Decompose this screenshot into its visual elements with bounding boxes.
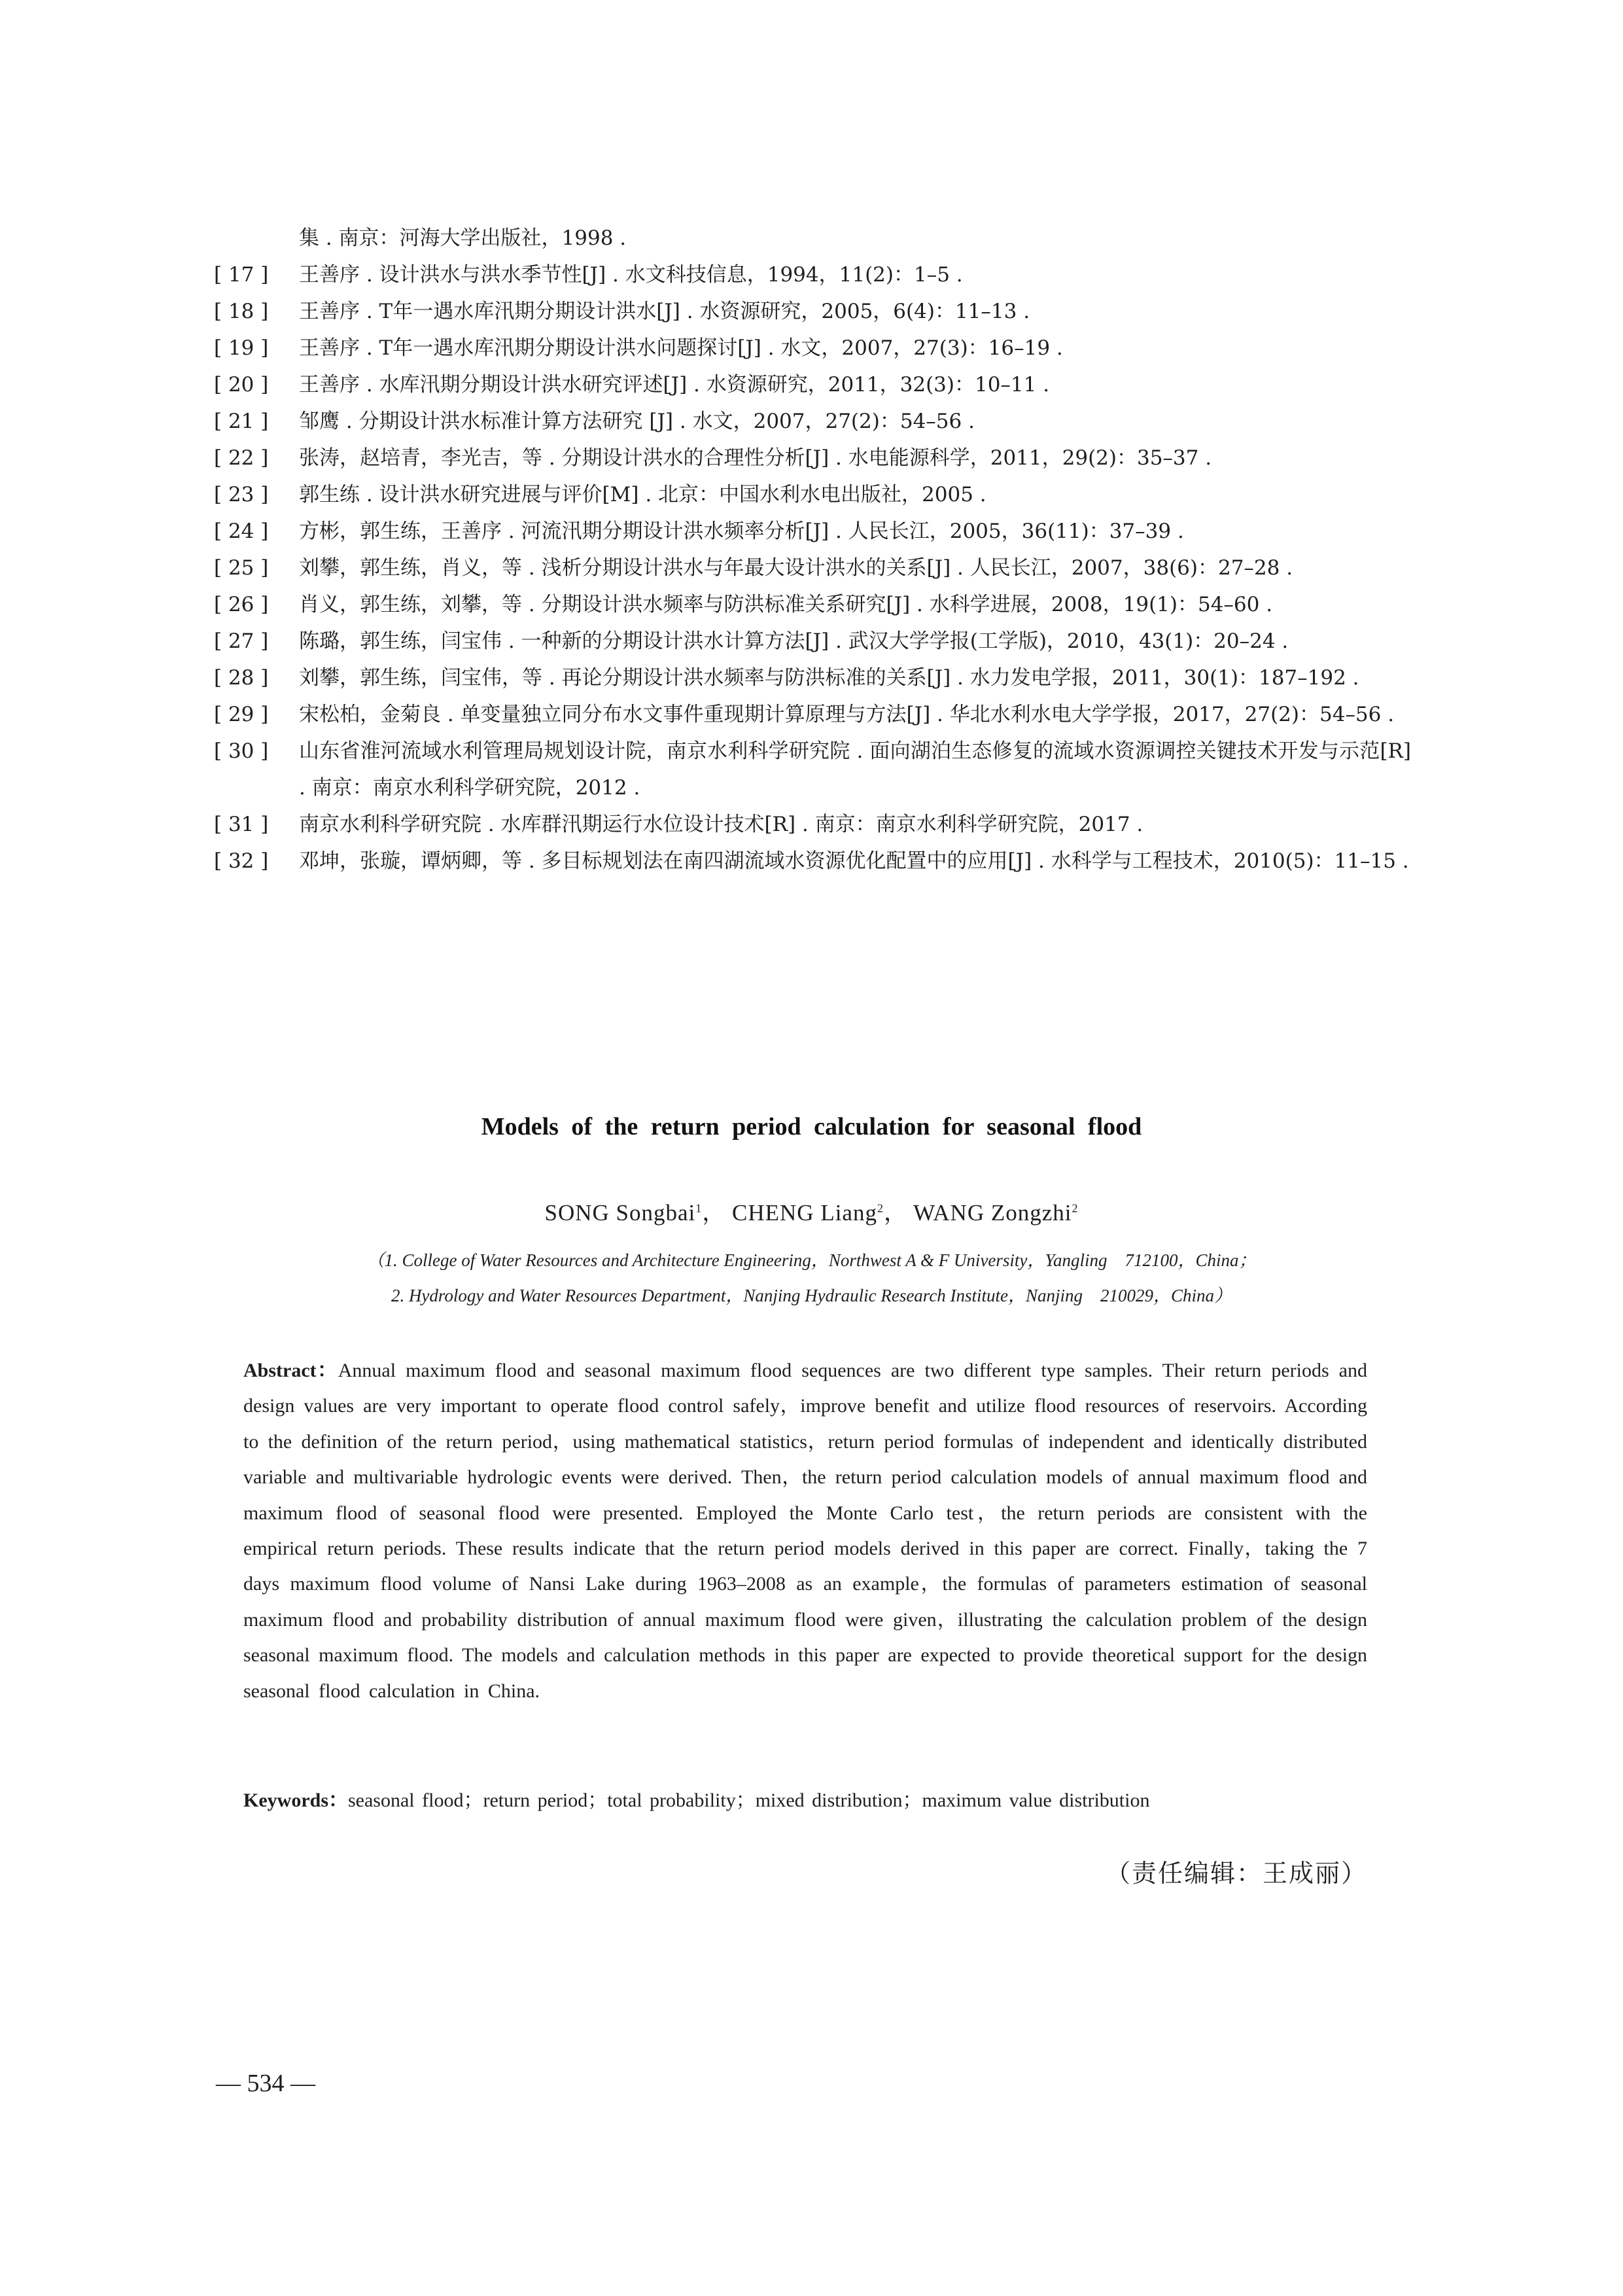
reference-text: 张涛，赵培青，李光吉，等 . 分期设计洪水的合理性分析[J] . 水电能源科学，2011，29(2)：35–37 . — [299, 446, 1212, 470]
reference-number: [ 24 ] — [214, 520, 269, 543]
reference-number: [ 17 ] — [214, 263, 269, 287]
author-name: CHENG Liang — [732, 1200, 877, 1226]
author-name: WANG Zongzhi — [913, 1200, 1072, 1226]
reference-number: [ 18 ] — [214, 300, 269, 323]
reference-item — [214, 440, 1411, 476]
keywords-text: seasonal flood；return period；total probability；mixed distribution；maximum value distribution — [348, 1790, 1150, 1811]
reference-items — [214, 256, 1411, 879]
reference-item — [214, 660, 1411, 696]
reference-item — [214, 256, 1411, 293]
reference-item — [214, 330, 1411, 366]
reference-item — [214, 513, 1411, 550]
reference-number: [ 28 ] — [214, 666, 269, 690]
reference-text: 山东省淮河流域水利管理局规划设计院，南京水利科学研究院 . 面向湖泊生态修复的流域水资源调控关键技术开发与示范[R] . 南京：南京水利科学研究院，2012 . — [299, 739, 1411, 800]
reference-text: 肖义，郭生练，刘攀，等 . 分期设计洪水频率与防洪标准关系研究[J] . 水科学进展，2008，19(1)：54–60 . — [299, 593, 1273, 616]
reference-number: [ 26 ] — [214, 593, 269, 616]
reference-number: [ 29 ] — [214, 703, 269, 726]
reference-item — [214, 733, 1411, 806]
reference-text: 郭生练 . 设计洪水研究进展与评价[M] . 北京：中国水利水电出版社，2005 . — [299, 483, 986, 506]
reference-item — [214, 550, 1411, 586]
reference-number: [ 31 ] — [214, 813, 269, 836]
page-number: — 534 — — [216, 2070, 315, 2097]
keywords-label: Keywords： — [243, 1790, 348, 1811]
reference-text: 王善序 . 设计洪水与洪水季节性[J] . 水文科技信息，1994，11(2)：1–5 . — [299, 263, 963, 287]
reference-list — [214, 220, 1411, 879]
reference-number: [ 32 ] — [214, 849, 269, 873]
editor-note: （责任编辑：王成丽） — [1106, 1859, 1368, 1888]
reference-text: 刘攀，郭生练，闫宝伟，等 . 再论分期设计洪水频率与防洪标准的关系[J] . 水力发电学报，2011，30(1)：187–192 . — [299, 666, 1359, 690]
reference-text: 方彬，郭生练，王善序 . 河流汛期分期设计洪水频率分析[J] . 人民长江，2005，36(11)：37–39 . — [299, 520, 1184, 543]
reference-item — [214, 403, 1411, 440]
author-affiliation-mark: 2 — [877, 1201, 884, 1215]
reference-text: 刘攀，郭生练，肖义，等 . 浅析分期设计洪水与年最大设计洪水的关系[J] . 人民长江，2007，38(6)：27–28 . — [299, 556, 1293, 580]
author-separator: ， — [883, 1200, 907, 1226]
reference-item — [214, 586, 1411, 623]
english-title: Models of the return period calculation for seasonal flood — [481, 1113, 1142, 1140]
abstract-text: Annual maximum flood and seasonal maximum flood sequences are two different type samples. Their return periods and design values are very important to operate flood control safely，improve benefit and utilize flood resources of reservoirs. According to the definition of the return period，using mathematical statistics，return period formulas of independent and identically distributed variable and multivariable hydrologic events were derived. Then，the return period calculation models of annual maximum flood and maximum flood of seasonal flood were presented. Employed the Monte Carlo test，the return periods are consistent with the empirical return periods. These results indicate that the return period models derived in this paper are correct. Finally，taking the 7 days maximum flood volume of Nansi Lake during 1963–2008 as an example，the formulas of parameters estimation of seasonal maximum flood and probability distribution of annual maximum flood were given，illustrating the calculation problem of the design seasonal maximum flood. The models and calculation methods in this paper are expected to provide theoretical support for the design seasonal flood calculation in China. — [243, 1360, 1368, 1702]
keywords-line — [243, 1784, 1367, 1812]
reference-number: [ 27 ] — [214, 629, 269, 653]
reference-number: [ 23 ] — [214, 483, 269, 506]
reference-item — [214, 806, 1411, 843]
reference-item — [214, 843, 1411, 879]
reference-text: 南京水利科学研究院 . 水库群汛期运行水位设计技术[R] . 南京：南京水利科学研究院，2017 . — [299, 813, 1143, 836]
reference-item — [214, 293, 1411, 330]
reference-number: [ 22 ] — [214, 446, 269, 470]
reference-number: [ 19 ] — [214, 336, 269, 360]
reference-number: [ 21 ] — [214, 410, 269, 433]
abstract-paragraph — [243, 1353, 1367, 1709]
author-affiliation-mark: 1 — [695, 1201, 703, 1215]
reference-item — [214, 696, 1411, 733]
reference-text: 王善序 . 水库汛期分期设计洪水研究评述[J] . 水资源研究，2011，32(3)：10–11 . — [299, 373, 1050, 397]
reference-item — [214, 623, 1411, 660]
reference-number: [ 30 ] — [214, 739, 269, 763]
author-line — [0, 1195, 1623, 1227]
affiliation-1: （1. College of Water Resources and Architecture Engineering，Northwest A & F University，Yangling 712100，China； — [366, 1250, 1257, 1270]
reference-text: 宋松柏，金菊良 . 单变量独立同分布水文事件重现期计算原理与方法[J] . 华北水利水电大学学报，2017，27(2)：54–56 . — [299, 703, 1395, 726]
author-affiliation-mark: 2 — [1072, 1201, 1079, 1215]
reference-item — [214, 476, 1411, 513]
reference-text: 王善序 . T年一遇水库汛期分期设计洪水问题探讨[J] . 水文，2007，27(3)：16–19 . — [299, 336, 1063, 360]
author-name: SONG Songbai — [544, 1200, 696, 1226]
reference-text: 陈璐，郭生练，闫宝伟 . 一种新的分期设计洪水计算方法[J] . 武汉大学学报(工学版)，2010，43(1)：20–24 . — [299, 629, 1289, 653]
reference-text: 邓坤，张璇，谭炳卿，等 . 多目标规划法在南四湖流域水资源优化配置中的应用[J] . 水科学与工程技术，2010(5)：11–15 . — [299, 849, 1409, 873]
reference-text: 王善序 . T年一遇水库汛期分期设计洪水[J] . 水资源研究，2005，6(4)：11–13 . — [299, 300, 1030, 323]
reference-number: [ 25 ] — [214, 556, 269, 580]
reference-continuation: 集 . 南京：河海大学出版社，1998 . — [299, 226, 627, 250]
abstract-label: Abstract： — [243, 1360, 338, 1381]
affiliation-2: 2. Hydrology and Water Resources Department，Nanjing Hydraulic Research Institute，Nanjing 210029，China） — [391, 1286, 1232, 1305]
reference-text: 邹鹰 . 分期设计洪水标准计算方法研究 [J] . 水文，2007，27(2)：54–56 . — [299, 410, 975, 433]
reference-number: [ 20 ] — [214, 373, 269, 397]
reference-item — [214, 366, 1411, 403]
author-separator: ， — [702, 1200, 726, 1226]
